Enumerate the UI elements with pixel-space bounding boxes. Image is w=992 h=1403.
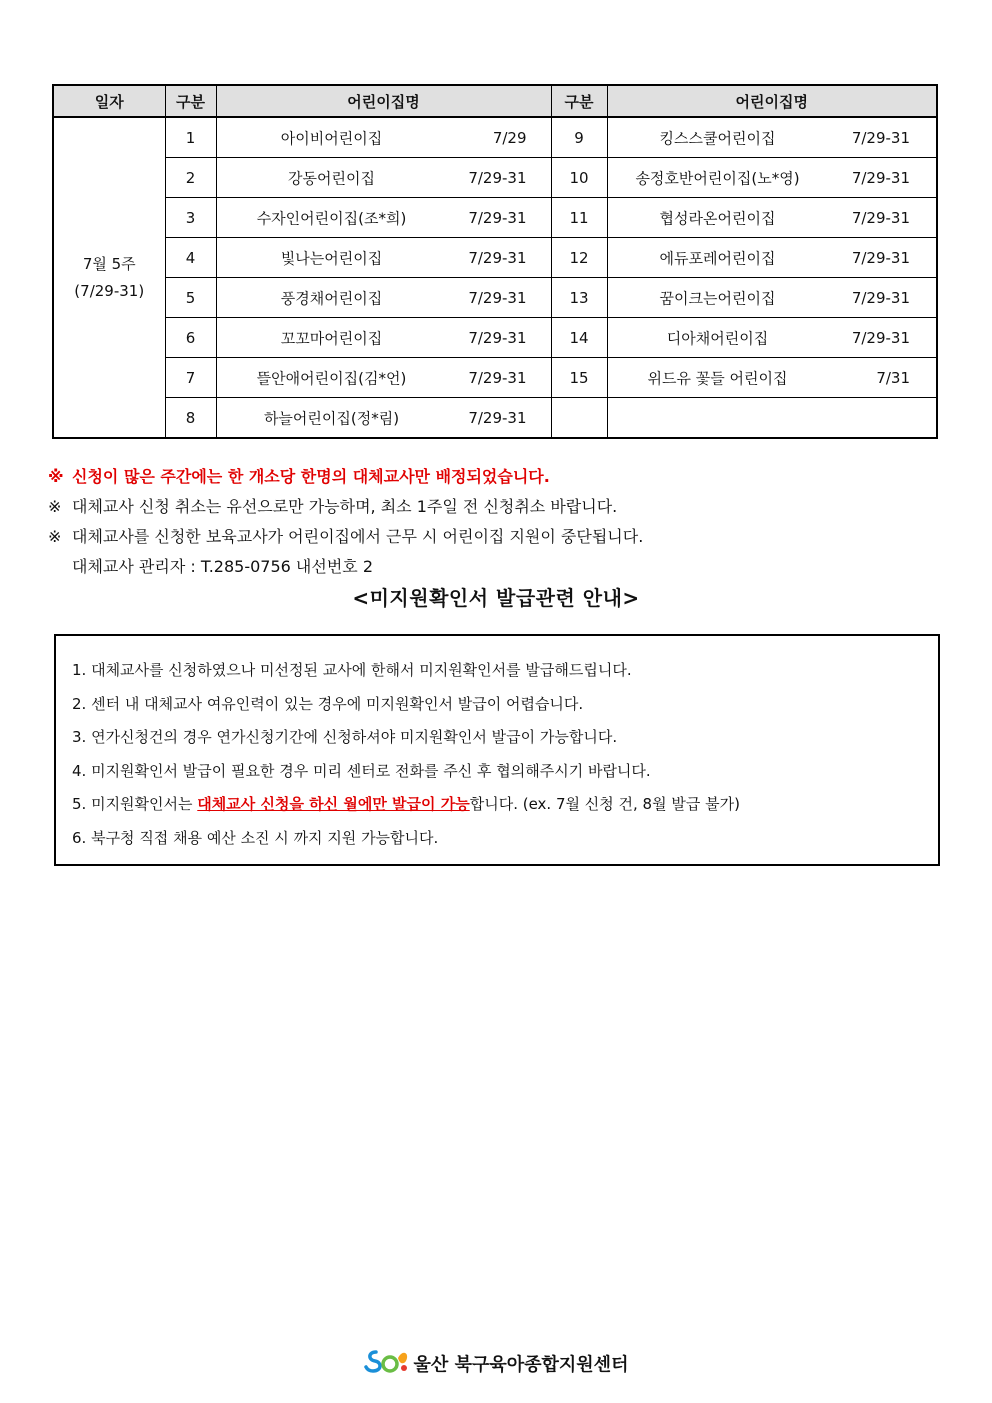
daycare-name: 협성라온어린이집 [659,209,776,227]
info-item: 6. 북구청 직접 채용 예산 소진 시 까지 지원 가능합니다. [72,828,439,847]
daycare-date: 7/29-31 [851,168,910,187]
header-name-left: 어린이집명 [216,85,551,117]
daycare-name: 풍경채어린이집 [280,289,383,307]
note-priority [48,462,928,492]
daycare-date: 7/29-31 [851,248,910,267]
daycare-cell [216,358,551,398]
manager-contact: 대체교사 관리자 : T.285-0756 내선번호 2 [72,557,374,576]
row-number: 2 [165,158,216,198]
daycare-name: 디아채어린이집 [666,329,769,347]
week-range: (7/29-31) [74,281,145,300]
table-row [53,198,937,238]
daycare-name: 강동어린이집 [288,169,375,187]
daycare-name: 수자인어린이집(조*희) [256,209,407,227]
daycare-cell [607,398,937,439]
daycare-date: 7/29-31 [851,288,910,307]
row-number: 11 [551,198,607,238]
header-date: 일자 [53,85,165,117]
table-row [53,278,937,318]
daycare-name: 꿈이크는어린이집 [659,289,776,307]
daycare-name: 아이비어린이집 [280,129,383,147]
daycare-cell [607,238,937,278]
row-number: 3 [165,198,216,238]
daycare-cell [607,358,937,398]
daycare-cell [607,117,937,158]
note-cancel [48,492,928,522]
daycare-cell [216,238,551,278]
table-row [53,318,937,358]
daycare-cell [607,318,937,358]
row-number: 13 [551,278,607,318]
daycare-name: 송정호반어린이집(노*영) [635,169,800,187]
row-number: 6 [165,318,216,358]
daycare-cell [607,278,937,318]
info-item: 4. 미지원확인서 발급이 필요한 경우 미리 센터로 전화를 주신 후 협의해주시기 바랍니다. [72,761,651,780]
daycare-date: 7/29-31 [468,248,527,267]
daycare-date: 7/29-31 [468,288,527,307]
row-number: 8 [165,398,216,439]
reference-mark-icon: ※ [48,497,62,516]
row-number: 5 [165,278,216,318]
note-suspension [48,522,928,552]
footer-org-name: 울산 북구육아종합지원센터 [413,1354,629,1376]
info-item [72,788,938,822]
row-number: 7 [165,358,216,398]
daycare-date: 7/29-31 [851,328,910,347]
section-title: <미지원확인서 발급관련 안내> [352,586,640,610]
header-name-right: 어린이집명 [607,85,937,117]
row-number: 12 [551,238,607,278]
daycare-date: 7/29-31 [468,328,527,347]
table-row [53,398,937,439]
table-row [53,358,937,398]
daycare-cell [216,198,551,238]
info-item: 3. 연가신청건의 경우 연가신청기간에 신청하셔야 미지원확인서 발급이 가능합니다. [72,728,618,746]
daycare-date: 7/29-31 [468,408,527,427]
daycare-cell [216,278,551,318]
reference-mark-icon: ※ [48,527,62,546]
note-text: 대체교사를 신청한 보육교사가 어린이집에서 근무 시 어린이집 지원이 중단됩니다. [72,527,644,546]
daycare-cell [607,158,937,198]
daycare-name: 꼬꼬마어린이집 [280,329,383,347]
note-text: 신청이 많은 주간에는 한 개소당 한명의 대체교사만 배정되었습니다. [72,467,550,486]
header-no-left: 구분 [165,85,216,117]
table-row [53,117,937,158]
daycare-date: 7/29-31 [468,368,527,387]
daycare-name: 뜰안애어린이집(김*언) [256,369,407,387]
info-text: 5. 미지원확인서는 [72,795,198,813]
daycare-date: 7/29-31 [468,168,527,187]
daycare-name: 에듀포레어린이집 [659,249,776,267]
daycare-name: 킹스스쿨어린이집 [659,129,776,147]
note-text: 대체교사 신청 취소는 유선으로만 가능하며, 최소 1주일 전 신청취소 바랍니다. [72,497,618,516]
row-number: 10 [551,158,607,198]
schedule-table [52,84,938,439]
org-logo-icon [364,1346,410,1381]
row-number: 1 [165,117,216,158]
header-no-right: 구분 [551,85,607,117]
row-number: 4 [165,238,216,278]
info-item: 1. 대체교사를 신청하였으나 미선정된 교사에 한해서 미지원확인서를 발급해드립니다. [72,661,632,679]
footer [0,1346,992,1381]
info-highlight: 대체교사 신청을 하신 월에만 발급이 가능 [197,795,470,813]
daycare-date: 7/29-31 [468,208,527,227]
row-number: 14 [551,318,607,358]
info-item: 2. 센터 내 대체교사 여유인력이 있는 경우에 미지원확인서 발급이 어렵습니다. [72,694,584,713]
daycare-name: 빛나는어린이집 [280,249,383,267]
daycare-name: 하늘어린이집(정*림) [263,409,400,427]
daycare-name: 위드유 꽃들 어린이집 [647,369,788,387]
daycare-date: 7/29-31 [851,208,910,227]
row-number: 9 [551,117,607,158]
daycare-date: 7/31 [876,368,910,387]
daycare-cell [216,158,551,198]
reference-mark-icon: ※ [48,467,64,486]
table-row [53,158,937,198]
week-label: 7월 5주 [82,255,136,274]
daycare-cell [216,117,551,158]
row-number: 15 [551,358,607,398]
week-cell [53,117,165,438]
row-number [551,398,607,439]
daycare-cell [607,198,937,238]
table-header-row [53,85,937,117]
notes-section [48,462,928,582]
daycare-date: 7/29 [492,128,527,147]
info-text: 합니다. (ex. 7월 신청 건, 8월 발급 불가) [469,795,740,813]
info-box [54,634,940,866]
daycare-cell [216,318,551,358]
table-row [53,238,937,278]
daycare-cell [216,398,551,439]
daycare-date: 7/29-31 [851,128,910,147]
